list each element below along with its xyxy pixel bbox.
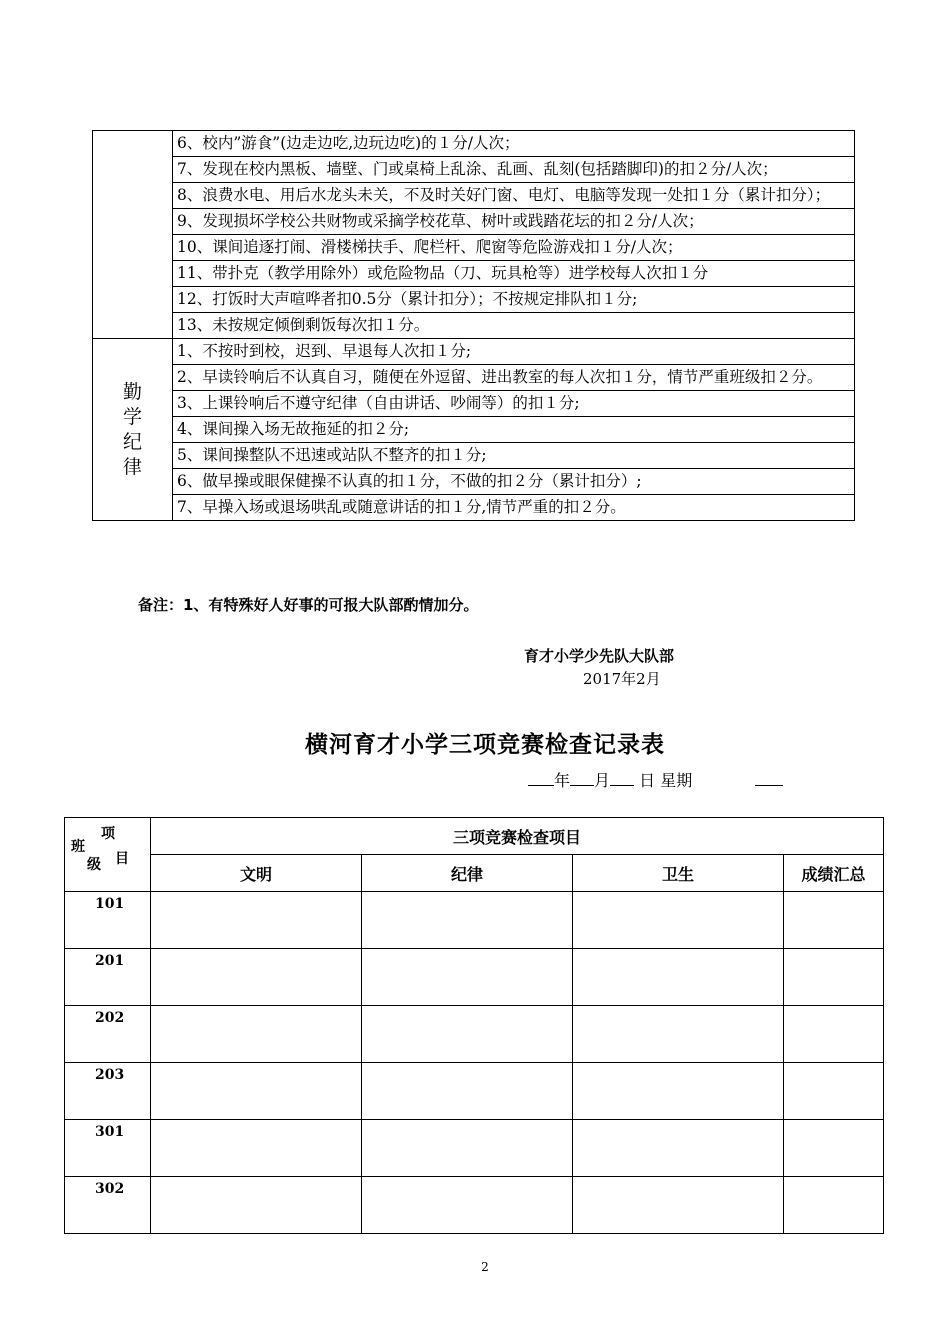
diag-label: 目 [115,851,129,867]
rule-item: 5、课间操整队不迅速或站队不整齐的扣１分; [173,443,855,469]
diag-label: 级 [87,857,101,873]
table-row [93,469,855,495]
rule-item: 8、浪费水电、用后水龙头未关，不及时关好门窗、电灯、电脑等发现一处扣１分（累计扣分）； [173,183,855,209]
rule-item: 1、不按时到校，迟到、早退每人次扣１分; [173,339,855,365]
diagonal-header-cell [65,818,151,892]
table-row [65,1120,884,1177]
score-cell[interactable] [784,892,884,949]
rule-item: 6、做早操或眼保健操不认真的扣１分，不做的扣２分（累计扣分）; [173,469,855,495]
score-cell[interactable] [784,1006,884,1063]
column-header: 卫生 [573,855,784,892]
table-row [93,417,855,443]
rule-item: 10、课间追逐打闹、滑楼梯扶手、爬栏杆、爬窗等危险游戏扣１分/人次； [173,235,855,261]
score-cell[interactable] [784,1063,884,1120]
weekday-blank[interactable] [755,769,783,786]
score-cell[interactable] [784,1177,884,1234]
note: 备注：1、有特殊好人好事的可报大队部酌情加分。 [138,596,479,614]
table-row [65,855,884,892]
score-cell[interactable] [784,949,884,1006]
rule-item: 7、发现在校内黑板、墙壁、门或桌椅上乱涂、乱画、乱刻(包括踏脚印)的扣２分/人次； [173,157,855,183]
day-week-label: 日 星期 [639,771,693,790]
rule-item: 12、打饭时大声喧哗者扣0.5分（累计扣分）；不按规定排队扣１分; [173,287,855,313]
class-label: 202 [65,1006,151,1063]
table-row [65,892,884,949]
category-cell: 勤学纪律 [93,339,173,521]
rules-table [92,130,855,521]
class-label: 101 [65,892,151,949]
year-label: 年 [554,771,571,790]
column-header: 成绩汇总 [784,855,884,892]
table-row [93,339,855,365]
table-row [93,209,855,235]
score-cell[interactable] [151,1177,362,1234]
score-cell[interactable] [362,1063,573,1120]
score-cell[interactable] [573,1120,784,1177]
score-cell[interactable] [151,1006,362,1063]
score-cell[interactable] [151,892,362,949]
issue-date: 2017年2月 [583,670,661,688]
score-cell[interactable] [573,1177,784,1234]
score-cell[interactable] [362,1177,573,1234]
class-label: 201 [65,949,151,1006]
score-cell[interactable] [151,949,362,1006]
table-row [93,131,855,157]
page-number: 2 [481,1260,489,1274]
table-row [65,1006,884,1063]
rule-item: 2、早读铃响后不认真自习，随便在外逗留、进出教室的每人次扣１分，情节严重班级扣２分。 [173,365,855,391]
score-cell[interactable] [573,892,784,949]
table-row [93,495,855,521]
score-cell[interactable] [151,1120,362,1177]
record-table [64,817,884,1234]
group-header: 三项竞赛检查项目 [151,818,884,855]
diag-label: 班 [71,839,85,855]
table-row [65,1063,884,1120]
table-row [93,443,855,469]
score-cell[interactable] [362,1120,573,1177]
diag-label: 项 [101,826,115,842]
score-cell[interactable] [151,1063,362,1120]
score-cell[interactable] [362,1006,573,1063]
table-row [65,1177,884,1234]
column-header: 纪律 [362,855,573,892]
table-row [93,235,855,261]
rule-item: 7、早操入场或退场哄乱或随意讲话的扣１分,情节严重的扣２分。 [173,495,855,521]
rule-item: 11、带扑克（教学用除外）或危险物品（刀、玩具枪等）进学校每人次扣１分 [173,261,855,287]
rule-item: 3、上课铃响后不遵守纪律（自由讲话、吵闹等）的扣１分; [173,391,855,417]
rule-item: 6、校内”游食”(边走边吃,边玩边吃)的１分/人次； [173,131,855,157]
table-row [93,183,855,209]
rule-item: 9、发现损坏学校公共财物或采摘学校花草、树叶或践踏花坛的扣２分/人次； [173,209,855,235]
table-row [93,313,855,339]
score-cell[interactable] [784,1120,884,1177]
class-label: 301 [65,1120,151,1177]
table-row [93,365,855,391]
class-label: 302 [65,1177,151,1234]
class-label: 203 [65,1063,151,1120]
table-row [93,287,855,313]
category-cell [93,131,173,339]
table-row [93,391,855,417]
score-cell[interactable] [573,949,784,1006]
month-blank[interactable] [570,769,594,786]
score-cell[interactable] [573,1006,784,1063]
table-row [65,949,884,1006]
score-cell[interactable] [362,949,573,1006]
rule-item: 4、课间操入场无故拖延的扣２分; [173,417,855,443]
table-row [65,818,884,855]
month-label: 月 [594,771,611,790]
form-title: 横河育才小学三项竞赛检查记录表 [305,732,665,758]
score-cell[interactable] [573,1063,784,1120]
table-row [93,157,855,183]
organization: 育才小学少先队大队部 [524,647,675,665]
year-blank[interactable] [528,769,554,786]
score-cell[interactable] [362,892,573,949]
table-row [93,261,855,287]
column-header: 文明 [151,855,362,892]
rule-item: 13、未按规定倾倒剩饭每次扣１分。 [173,313,855,339]
day-blank[interactable] [610,769,634,786]
date-line [528,768,783,791]
